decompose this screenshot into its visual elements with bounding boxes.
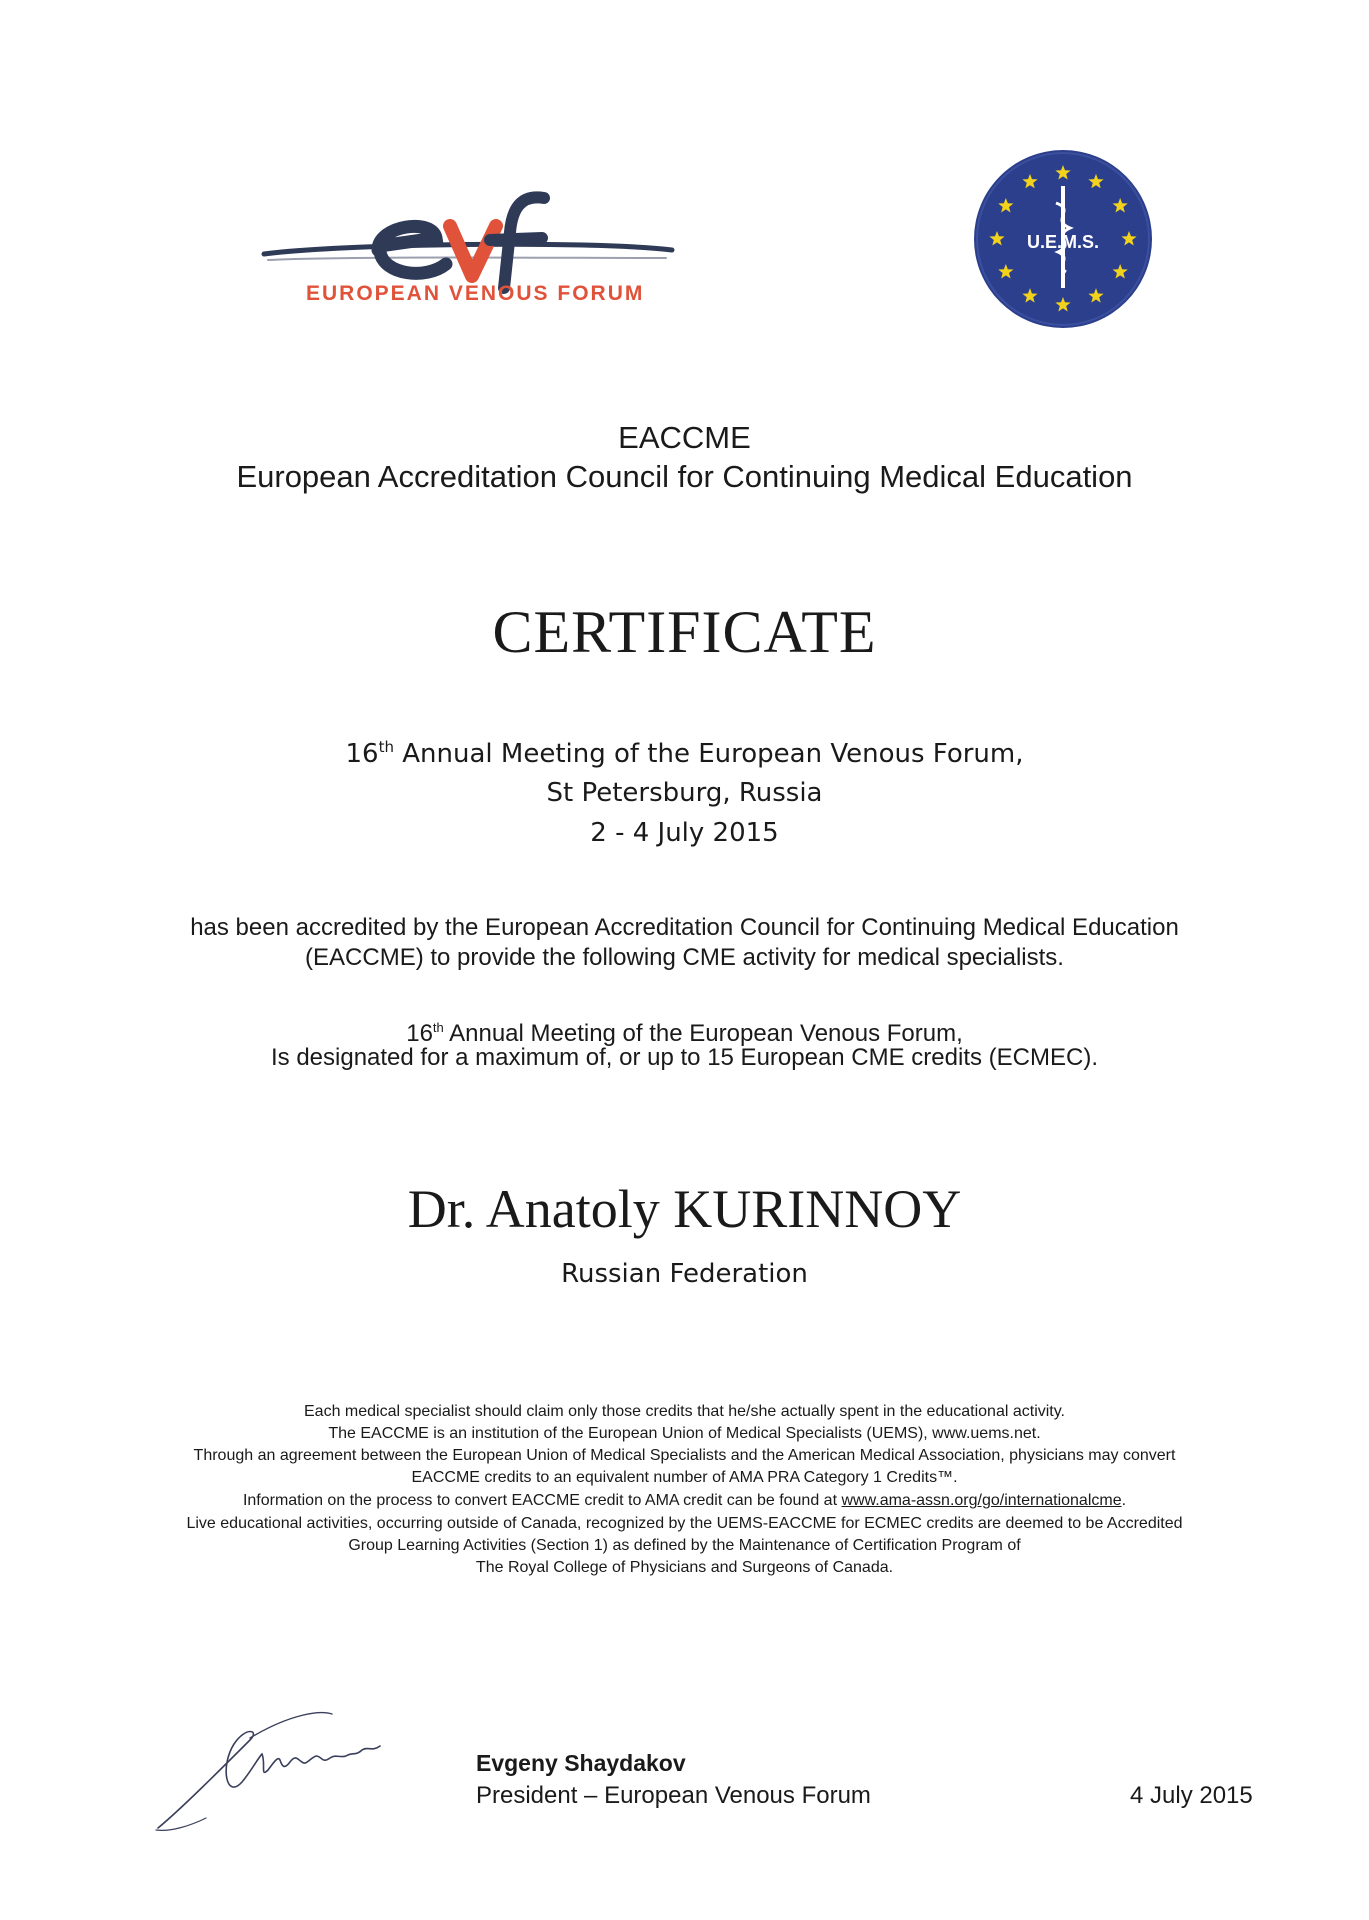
eaccme-acronym: EACCME bbox=[618, 420, 751, 455]
meeting-title bbox=[0, 738, 1369, 769]
fine-print-line-6: Live educational activities, occurring outside of Canada, recognized by the UEMS-EACCME for ECMEC credits are deemed to be Accredited bbox=[186, 1515, 1183, 1532]
meeting-number: 16 bbox=[345, 739, 379, 769]
designation-ordinal: th bbox=[432, 1020, 444, 1035]
meeting-dates: 2 - 4 July 2015 bbox=[590, 818, 779, 848]
meeting-city: St Petersburg, Russia bbox=[546, 778, 823, 808]
designation-meeting: Annual Meeting of the European Venous Forum, bbox=[449, 1020, 963, 1047]
designation-number: 16 bbox=[406, 1020, 433, 1047]
uems-text: U.E.M.S. bbox=[1026, 232, 1100, 252]
fine-print-line-8: The Royal College of Physicians and Surgeons of Canada. bbox=[475, 1559, 894, 1576]
certificate-title: CERTIFICATE bbox=[492, 599, 877, 665]
fine-print-line-2: The EACCME is an institution of the European Union of Medical Specialists (UEMS), www.uems.net. bbox=[328, 1425, 1041, 1442]
signature bbox=[150, 1700, 450, 1840]
eaccme-full-name: European Accreditation Council for Continuing Medical Education bbox=[236, 459, 1133, 494]
fine-print-line-5-prefix: Information on the process to convert EACCME credit to AMA credit can be found at bbox=[242, 1492, 842, 1509]
fine-print-line-4: EACCME credits to an equivalent number of AMA PRA Category 1 Credits™. bbox=[411, 1469, 958, 1486]
accreditation-line-2: (EACCME) to provide the following CME activity for medical specialists. bbox=[305, 944, 1064, 971]
evf-caption: EUROPEAN VENOUS FORUM bbox=[306, 282, 645, 305]
fine-print-line-1: Each medical specialist should claim only those credits that he/she actually spent in the educational activity. bbox=[304, 1403, 1065, 1420]
meeting-name: Annual Meeting of the European Venous Forum, bbox=[402, 739, 1024, 769]
accreditation-line-1: has been accredited by the European Accreditation Council for Continuing Medical Education bbox=[190, 914, 1179, 941]
fine-print-line-5 bbox=[0, 1491, 1369, 1511]
fine-print-line-3: Through an agreement between the European Union of Medical Specialists and the American Medical Association, physicians may convert bbox=[193, 1447, 1176, 1464]
fine-print-line-5-suffix: . bbox=[1121, 1492, 1127, 1509]
uems-seal bbox=[972, 148, 1154, 330]
designation-line-2: Is designated for a maximum of, or up to 15 European CME credits (ECMEC). bbox=[270, 1044, 1098, 1071]
recipient-name: Dr. Anatoly KURINNOY bbox=[407, 1179, 962, 1239]
recipient-country: Russian Federation bbox=[561, 1259, 808, 1289]
signer-role: President – European Venous Forum bbox=[476, 1782, 871, 1809]
meeting-ordinal: th bbox=[378, 738, 394, 756]
fine-print-line-7: Group Learning Activities (Section 1) as defined by the Maintenance of Certification Program of bbox=[348, 1537, 1021, 1554]
ama-link[interactable]: www.ama-assn.org/go/internationalcme bbox=[841, 1492, 1122, 1509]
signer-name: Evgeny Shaydakov bbox=[476, 1750, 686, 1776]
signature-date: 4 July 2015 bbox=[1130, 1782, 1253, 1809]
